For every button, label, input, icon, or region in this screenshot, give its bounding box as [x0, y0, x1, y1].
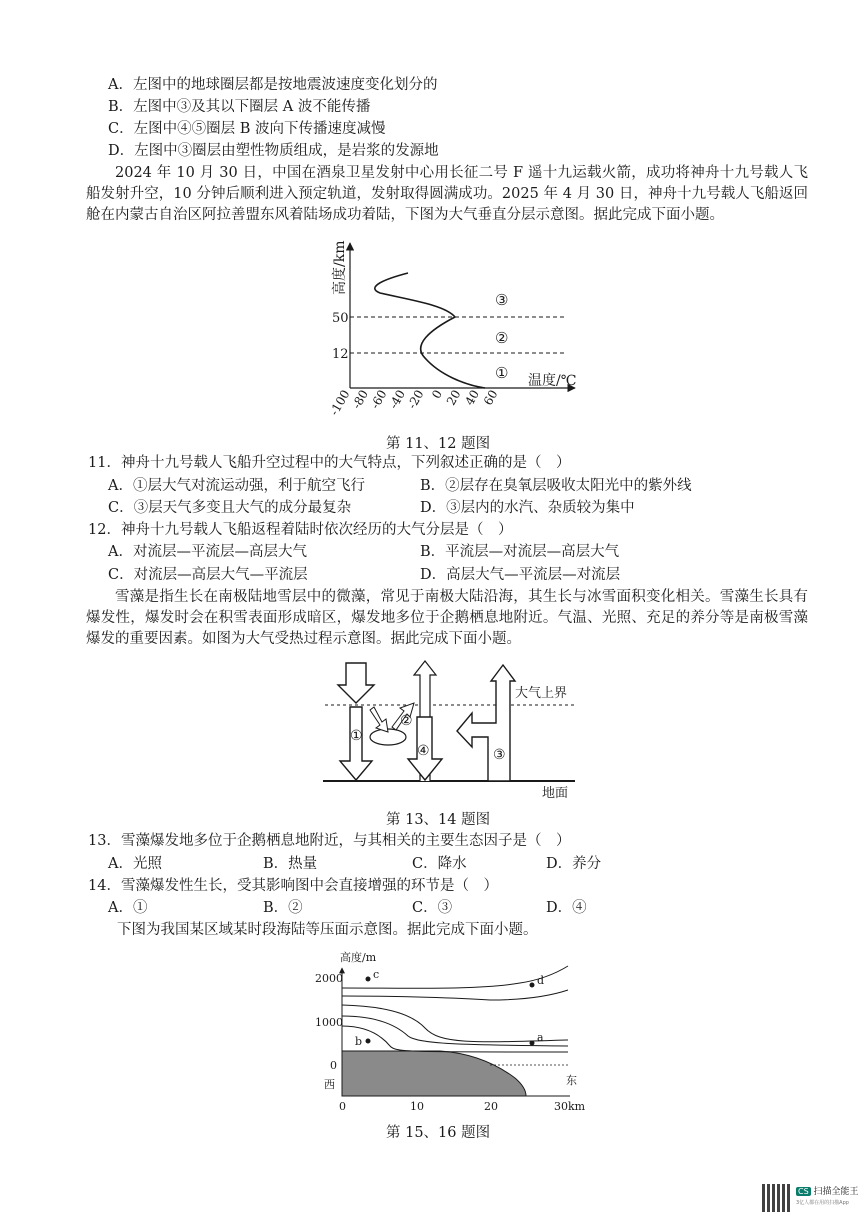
- x-tick-30km: 30km: [554, 1100, 586, 1113]
- y-tick-0: 0: [330, 1059, 337, 1072]
- q13-stem: 13．雪藻爆发地多位于企鹅栖息地附近，与其相关的主要生态因子是（ ）: [88, 833, 571, 849]
- point-d: [530, 983, 535, 988]
- q14-option-d: D．④: [546, 900, 587, 916]
- x-tick-label: 0: [429, 387, 446, 402]
- y-tick-1000: 1000: [315, 1016, 343, 1029]
- x-tick-label: 60: [480, 387, 501, 408]
- q10-option-d: D．左图中③圈层由塑性物质组成，是岩浆的发源地: [108, 143, 439, 159]
- x-tick-label: 40: [462, 387, 483, 408]
- intro-passage-snow-algae: 雪藻是指生长在南极陆地雪层中的微藻，常见于南极大陆沿海，其生长与冰雪面积变化相关。雪藻生长具有爆发性，爆发时会在积雪表面形成暗区，爆发地多位于企鹅栖息地附近。气温、光照、充足的养分等是南极雪藻爆发的重要因素。如图为大气受热过程示意图。据此完成下面小题。: [86, 589, 808, 647]
- x-tick-label: -20: [404, 387, 427, 412]
- point-c: [366, 977, 371, 982]
- marker-4: ④: [417, 743, 430, 759]
- marker-3: ③: [493, 747, 506, 763]
- layer-marker-3: ③: [495, 291, 509, 309]
- q14-option-b: B．②: [263, 900, 303, 916]
- layer-marker-2: ②: [495, 329, 509, 347]
- marker-2: ②: [400, 713, 413, 729]
- reflection-arrow-in: [370, 707, 388, 732]
- q11-option-d: D．③层内的水汽、杂质较为集中: [420, 500, 635, 516]
- x-tick-label: -80: [349, 387, 372, 412]
- x-tick-0: 0: [339, 1100, 346, 1113]
- svg-text:b: b: [355, 1035, 363, 1048]
- q14-stem: 14．雪藻爆发性生长，受其影响图中会直接增强的环节是（ ）: [88, 878, 498, 894]
- x-tick-label: -60: [367, 387, 390, 412]
- cs-badge-icon: CS: [798, 1187, 809, 1196]
- q12-option-d: D．高层大气—平流层—对流层: [420, 567, 621, 583]
- q13-option-d: D．养分: [546, 856, 602, 872]
- y-axis-label: 高度/km: [332, 240, 348, 295]
- ground-radiation-arrow: [457, 665, 515, 781]
- point-a: [530, 1041, 535, 1046]
- atmosphere-top-label: 大气上界: [515, 686, 568, 701]
- figure-caption-11-12: 第 11、12 题图: [386, 436, 491, 452]
- marker-1: ①: [350, 728, 363, 744]
- svg-text:a: a: [537, 1031, 544, 1044]
- isobar-3: [342, 1005, 568, 1042]
- y-tick-12: 12: [332, 347, 349, 362]
- q10-option-a: A．左图中的地球圈层都是按地震波速度变化划分的: [108, 77, 438, 93]
- west-label: 西: [324, 1078, 335, 1091]
- y-tick-50: 50: [332, 311, 349, 326]
- y-tick-2000: 2000: [315, 972, 343, 985]
- qr-code-icon: [762, 1184, 790, 1212]
- x-tick-20: 20: [484, 1100, 498, 1113]
- q10-option-c: C．左图中④⑤圈层 B 波向下传播速度减慢: [108, 121, 386, 137]
- figure-caption-13-14: 第 13、14 题图: [386, 812, 491, 828]
- isobar-5: [342, 1026, 568, 1052]
- isobaric-surface-diagram: [310, 948, 600, 1118]
- q11-option-a: A．①层大气对流运动强，利于航空飞行: [108, 478, 365, 494]
- q12-stem: 12．神舟十九号载人飞船返程着陆时依次经历的大气分层是（ ）: [88, 522, 513, 538]
- ground-label: 地面: [542, 786, 569, 801]
- y-axis-label-height: 高度/m: [340, 951, 377, 964]
- x-tick-label: -100: [326, 387, 353, 418]
- intro-passage-isobars: 下图为我国某区域某时段海陆等压面示意图。据此完成下面小题。: [117, 922, 538, 938]
- q11-option-c: C．③层天气多变且大气的成分最复杂: [108, 500, 352, 516]
- q11-option-b: B．②层存在臭氧层吸收太阳光中的紫外线: [420, 478, 692, 494]
- land-shape: [342, 1051, 526, 1096]
- q13-option-b: B．热量: [263, 856, 318, 872]
- q12-option-c: C．对流层—高层大气—平流层: [108, 567, 308, 583]
- q13-option-a: A．光照: [108, 856, 162, 872]
- figure-caption-15-16: 第 15、16 题图: [386, 1125, 491, 1141]
- point-b: [366, 1039, 371, 1044]
- q13-option-c: C．降水: [412, 856, 467, 872]
- east-label: 东: [566, 1074, 577, 1087]
- isobar-2: [342, 990, 568, 1000]
- temperature-curve: [375, 273, 485, 388]
- x-tick-10: 10: [410, 1100, 424, 1113]
- q10-option-b: B．左图中③及其以下圈层 A 波不能传播: [108, 99, 371, 115]
- scanner-app-name: CS 扫描全能王: [798, 1187, 859, 1197]
- svg-text:d: d: [537, 974, 545, 987]
- svg-text:c: c: [373, 968, 380, 981]
- x-axis-label: 温度/℃: [528, 373, 577, 389]
- isobar-4: [342, 1016, 568, 1046]
- x-tick-label: 20: [443, 387, 464, 408]
- x-tick-label: -40: [386, 387, 409, 412]
- intro-passage-spacecraft: 2024 年 10 月 30 日，中国在酒泉卫星发射中心用长征二号 F 遥十九运载火箭，成功将神舟十九号载人飞船发射升空，10 分钟后顺利进入预定轨道，发射取得圆满成功。2025 年 4 月 30 日，神舟十九号载人飞船返回舱在内蒙古自治区阿拉善盟东风着陆场成功着陆，下图为大气垂直分层示意图。据此完成下面小题。: [86, 165, 808, 223]
- q14-option-c: C．③: [412, 900, 453, 916]
- heating-process-diagram: [320, 655, 580, 800]
- q12-option-a: A．对流层—平流层—高层大气: [108, 544, 307, 560]
- layer-marker-1: ①: [495, 364, 509, 382]
- atmosphere-layers-chart: [300, 235, 600, 435]
- q12-option-b: B．平流层—对流层—高层大气: [420, 544, 620, 560]
- q14-option-a: A．①: [108, 900, 148, 916]
- solar-arrow-top: [338, 663, 374, 703]
- x-tick-labels: [327, 388, 501, 418]
- q11-stem: 11．神舟十九号载人飞船升空过程中的大气特点，下列叙述正确的是（ ）: [88, 455, 571, 471]
- scanner-app-subtitle: 3亿人都在用的扫描App: [796, 1200, 849, 1206]
